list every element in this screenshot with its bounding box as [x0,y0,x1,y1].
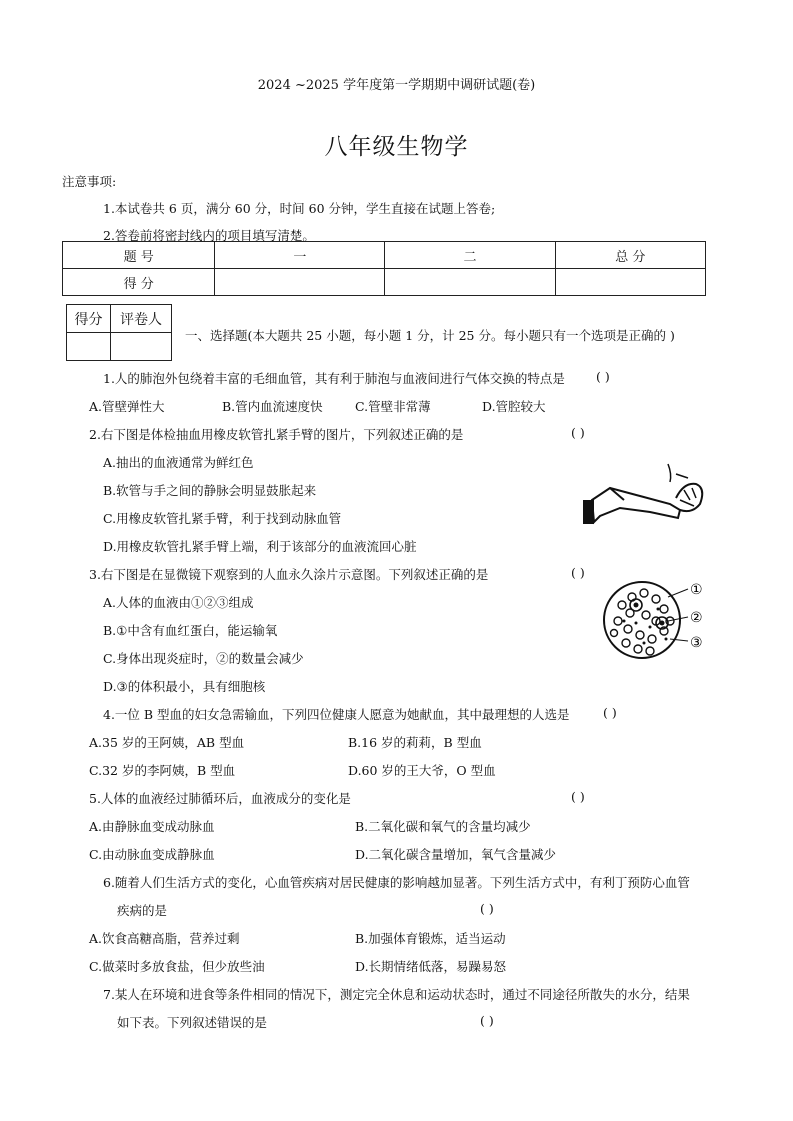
score-cell [215,269,385,296]
option: C.管壁非常薄 [355,399,431,414]
figure-label-1: ① [690,582,703,598]
option: B.软管与手之间的静脉会明显鼓胀起来 [103,483,317,498]
option: C.做菜时多放食盐，但少放些油 [89,959,265,974]
option: C.身体出现炎症时，②的数量会减少 [103,651,304,666]
option: D.长期情绪低落，易躁易怒 [355,959,507,974]
subject-title: 八年级生物学 [324,134,469,160]
note-item: 2.答卷前将密封线内的项目填写清楚。 [103,228,315,243]
option: A.人体的血液由①②③组成 [103,595,254,610]
figure-label-3: ③ [690,635,703,651]
option: B.①中含有血红蛋白，能运输氧 [103,623,278,638]
grader-score-label: 得分 [67,305,111,333]
answer-paren: ( ) [480,1013,494,1028]
question-stem: 1.人的肺泡外包绕着丰富的毛细血管，其有利于肺泡与血液间进行气体交换的特点是 [103,371,565,386]
option: A.管壁弹性大 [89,399,165,414]
option: B.二氧化碳和氧气的含量均减少 [355,819,531,834]
question-stem: 5.人体的血液经过肺循环后，血液成分的变化是 [89,791,351,806]
answer-paren: ( ) [571,425,585,440]
arm-tourniquet-figure [580,460,720,526]
grader-name-label: 评卷人 [111,305,172,333]
notes-heading: 注意事项: [62,174,117,189]
option: A.35 岁的王阿姨，AB 型血 [89,735,245,750]
answer-paren: ( ) [603,705,617,720]
option: C.用橡皮软管扎紧手臂，利于找到动脉血管 [103,511,342,526]
grader-name-cell [111,333,172,361]
exam-header: 2024 ~2025 学年度第一学期期中调研试题(卷) [257,78,536,93]
grader-box [66,304,172,361]
option: B.加强体育锻炼，适当运动 [355,931,506,946]
score-table [62,241,706,296]
score-cell [555,269,705,296]
option: B.管内血流速度快 [222,399,323,414]
score-table-col-label: 题 号 [63,242,215,269]
option: D.管腔较大 [482,399,546,414]
answer-paren: ( ) [596,369,610,384]
option: D.60 岁的王大爷，O 型血 [348,763,496,778]
score-cell [385,269,555,296]
option: C.由动脉血变成静脉血 [89,847,215,862]
option: D.用橡皮软管扎紧手臂上端，利于该部分的血液流回心脏 [103,539,417,554]
score-table-col: 总 分 [555,242,705,269]
section-heading: 一、选择题(本大题共 25 小题，每小题 1 分，计 25 分。每小题只有一个选项是正确的 ) [185,328,675,343]
score-table-col: 二 [385,242,555,269]
question-stem: 6.随着人们生活方式的变化，心血管疾病对居民健康的影响越加显著。下列生活方式中，有利丁预防心血管 [103,875,690,890]
answer-paren: ( ) [571,565,585,580]
option: B.16 岁的莉莉，B 型血 [348,735,482,750]
option: A.饮食高糖高脂，营养过剩 [89,931,240,946]
figure-label-2: ② [690,610,703,626]
question-stem: 4.一位 B 型血的妇女急需输血，下列四位健康人愿意为她献血，其中最理想的人选是 [103,707,570,722]
answer-paren: ( ) [480,901,494,916]
question-stem-cont: 如下表。下列叙述错误的是 [117,1015,268,1030]
answer-paren: ( ) [571,789,585,804]
score-table-col: 一 [215,242,385,269]
blood-smear-figure [600,577,710,667]
question-stem: 7.某人在环境和进食等条件相同的情况下，测定完全休息和运动状态时，通过不同途径所散失的水分，结果 [103,987,690,1002]
question-stem: 2.右下图是体检抽血用橡皮软管扎紧手臂的图片，下列叙述正确的是 [89,427,464,442]
question-stem: 3.右下图是在显微镜下观察到的人血永久涂片示意图。下列叙述正确的是 [89,567,489,582]
option: A.由静脉血变成动脉血 [89,819,215,834]
option: D.③的体积最小，具有细胞核 [103,679,266,694]
option: A.抽出的血液通常为鲜红色 [103,455,254,470]
option: C.32 岁的李阿姨，B 型血 [89,763,236,778]
grader-score-cell [67,333,111,361]
score-table-row-label: 得 分 [63,269,215,296]
question-stem-cont: 疾病的是 [117,903,168,918]
note-item: 1.本试卷共 6 页，满分 60 分，时间 60 分钟，学生直接在试题上答卷; [103,201,496,216]
option: D.二氧化碳含量增加，氧气含量减少 [355,847,557,862]
